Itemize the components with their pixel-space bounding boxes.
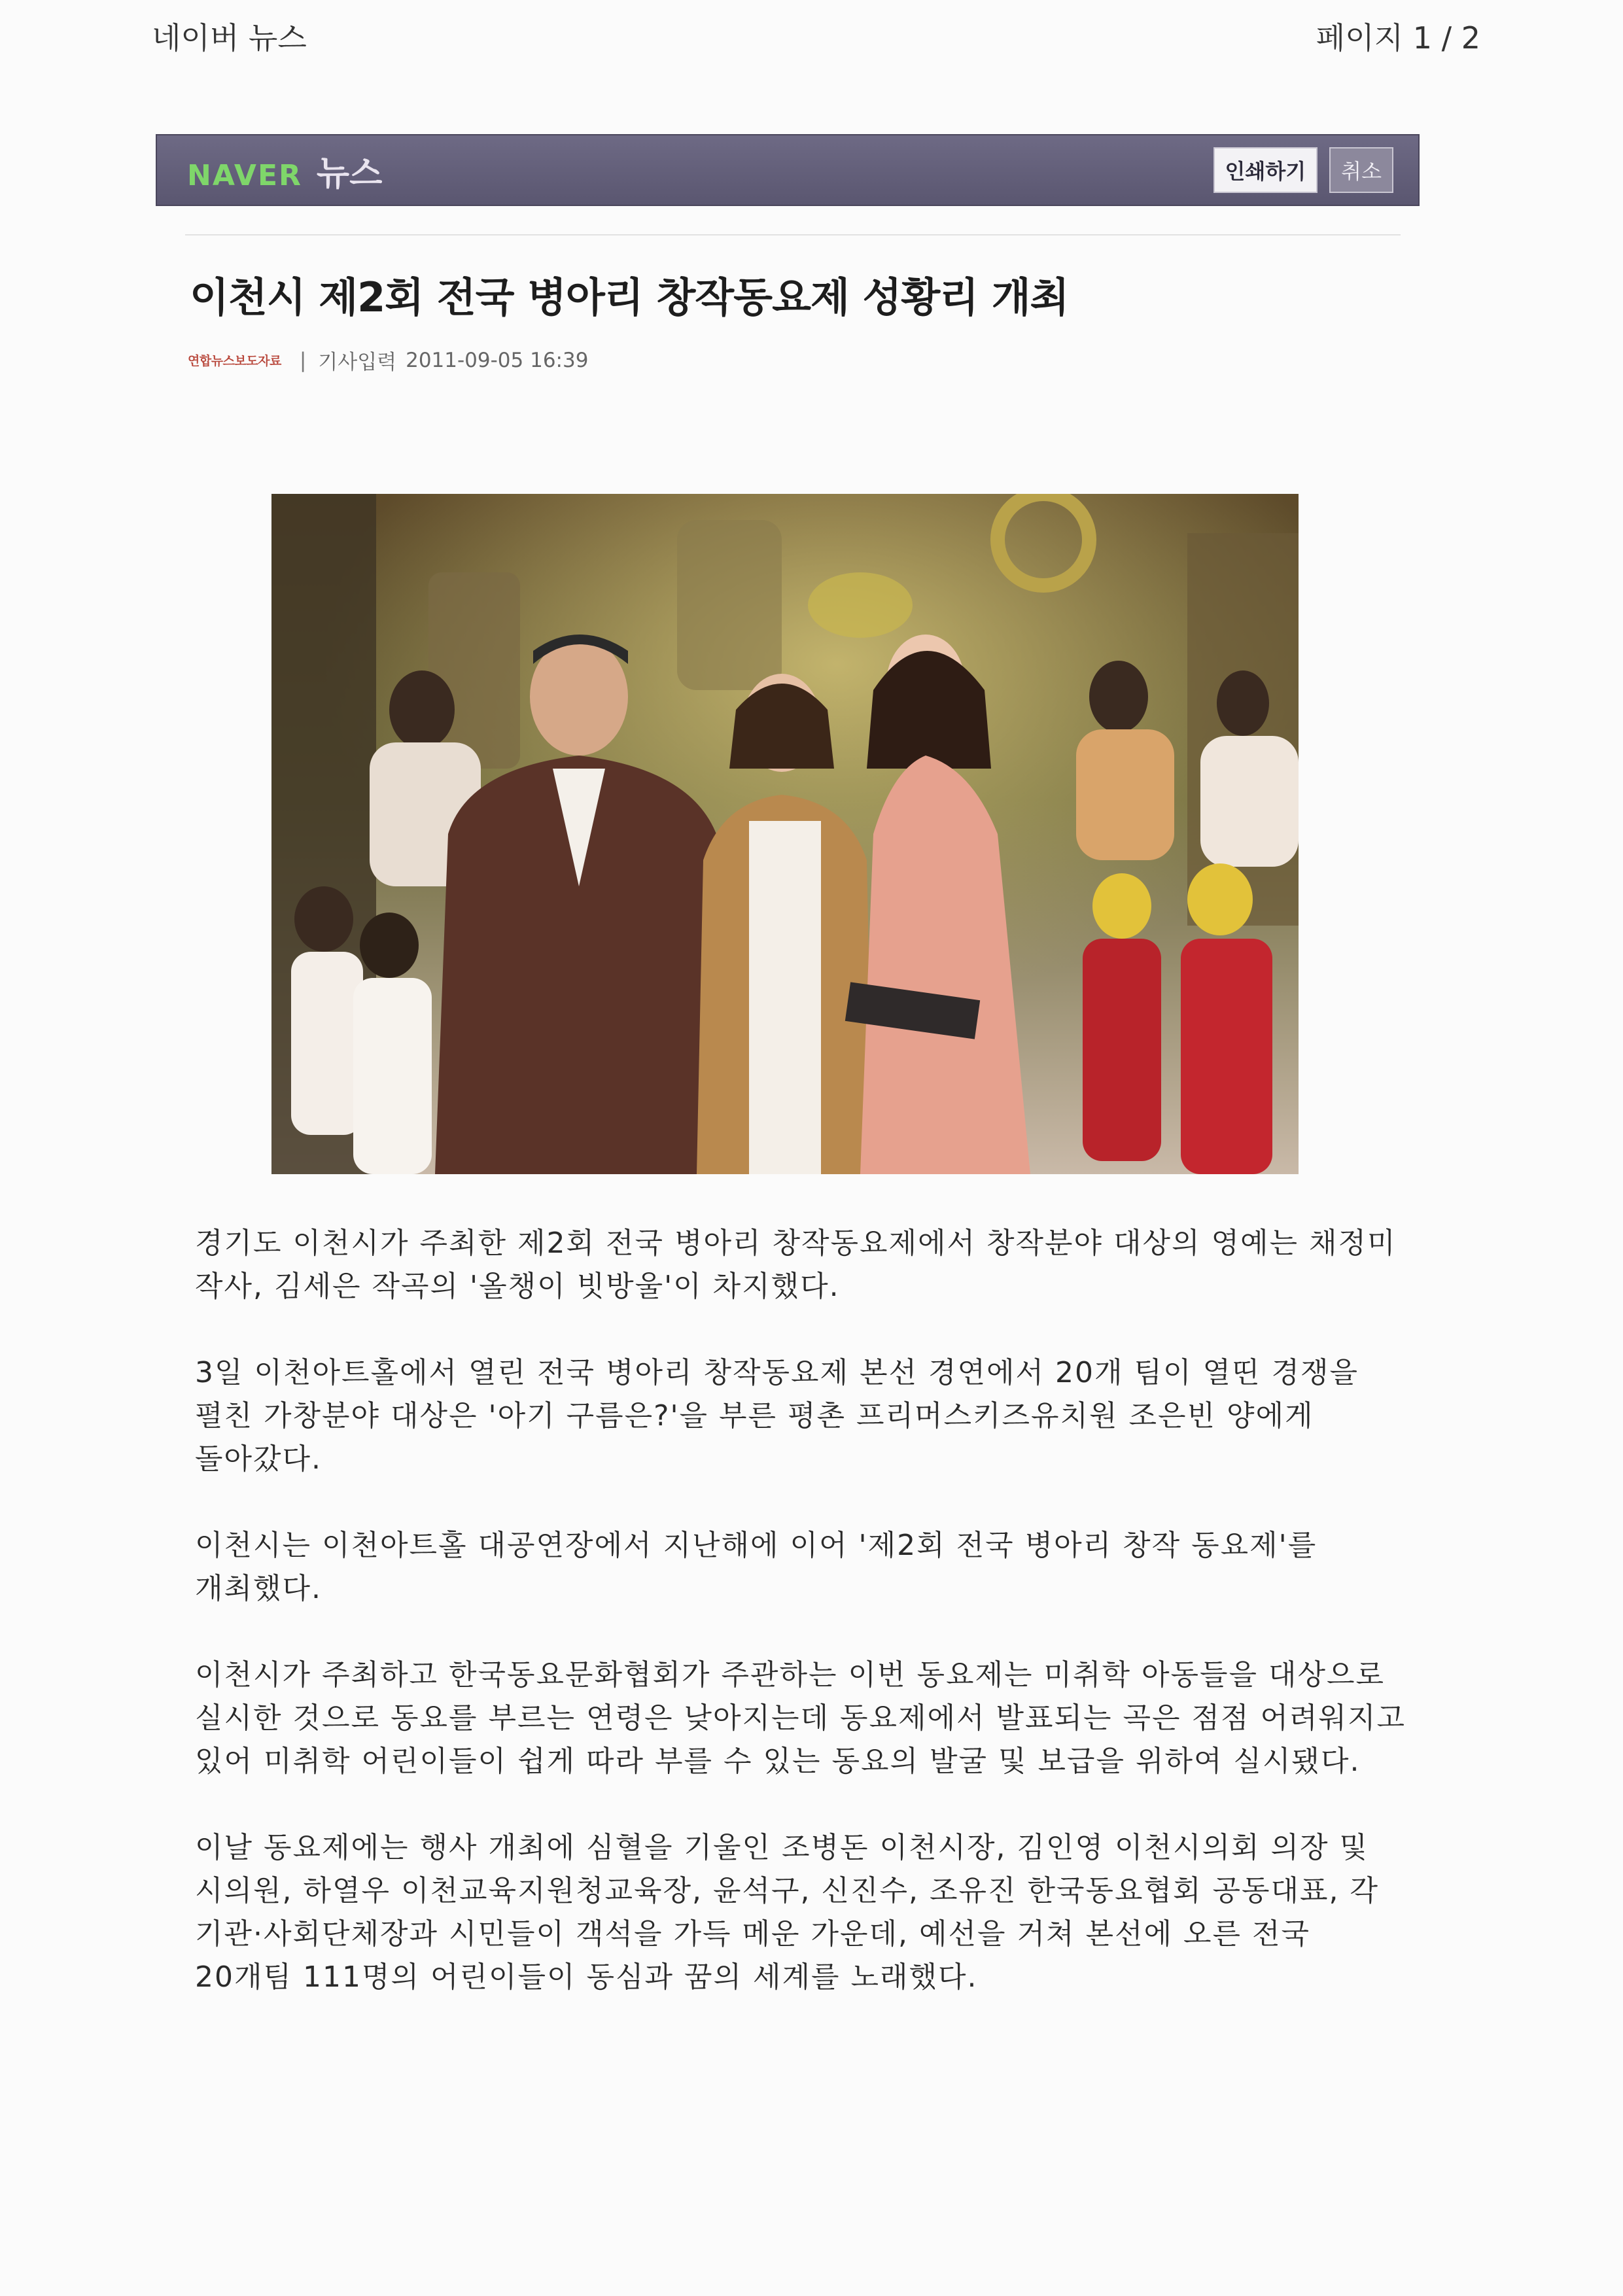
article-body — [195, 1222, 1412, 2042]
print-header-left: 네이버 뉴스 — [152, 20, 307, 56]
source-logo: 연합뉴스보도자료 — [188, 354, 281, 368]
article-paragraph: 이날 동요제에는 행사 개최에 심혈을 기울인 조병돈 이천시장, 김인영 이천시의회 의장 및 시의원, 하열우 이천교육지원청교육장, 윤석구, 신진수, 조유진 한국동요협회 공동대표, 각 기관·사회단체장과 시민들이 객석을 가득 메운 가운데, 예선을 거쳐 본선에 오른 전국 20개팀 111명의 어린이들이 동심과 꿈의 세계를 노래했다. — [195, 1831, 1379, 1994]
news-logo-text: 뉴스 — [316, 154, 383, 194]
meta-separator: | — [299, 348, 307, 372]
print-header-right: 페이지 1 / 2 — [1316, 20, 1480, 56]
article-paragraph: 3일 이천아트홀에서 열린 전국 병아리 창작동요제 본선 경연에서 20개 팀이 열띤 경쟁을 펼친 가창분야 대상은 '아기 구름은?'을 부른 평촌 프리머스키즈유치원 조은빈 양에게 돌아갔다. — [195, 1356, 1359, 1476]
article-paragraph: 경기도 이천시가 주최한 제2회 전국 병아리 창작동요제에서 창작분야 대상의 영예는 채정미 작사, 김세은 작곡의 '올챙이 빗방울'이 차지했다. — [195, 1226, 1397, 1303]
article-paragraph: 이천시가 주최하고 한국동요문화협회가 주관하는 이번 동요제는 미취학 아동들을 대상으로 실시한 것으로 동요를 부르는 연령은 낮아지는데 동요제에서 발표되는 곡은 점점 어려워지고 있어 미취학 어린이들이 쉽게 따라 부를 수 있는 동요의 발굴 및 보급을 위하여 실시됐다. — [195, 1658, 1406, 1778]
header-divider — [185, 234, 1401, 235]
cancel-button[interactable]: 취소 — [1329, 147, 1393, 193]
article-photo — [271, 494, 1299, 1174]
article-date: 2011-09-05 16:39 — [406, 348, 589, 372]
header-buttons — [1213, 147, 1393, 193]
event-photo-image — [271, 494, 1299, 1174]
article-title: 이천시 제2회 전국 병아리 창작동요제 성황리 개최 — [190, 273, 1069, 321]
article-meta — [188, 345, 588, 375]
print-button[interactable]: 인쇄하기 — [1213, 147, 1318, 193]
article-paragraph: 이천시는 이천아트홀 대공연장에서 지난해에 이어 '제2회 전국 병아리 창작 동요제'를 개최했다. — [195, 1529, 1318, 1605]
naver-logo-text: NAVER — [187, 158, 302, 192]
naver-news-logo[interactable] — [187, 146, 382, 195]
naver-news-header-bar — [156, 134, 1420, 206]
date-label: 기사입력 — [318, 351, 397, 374]
